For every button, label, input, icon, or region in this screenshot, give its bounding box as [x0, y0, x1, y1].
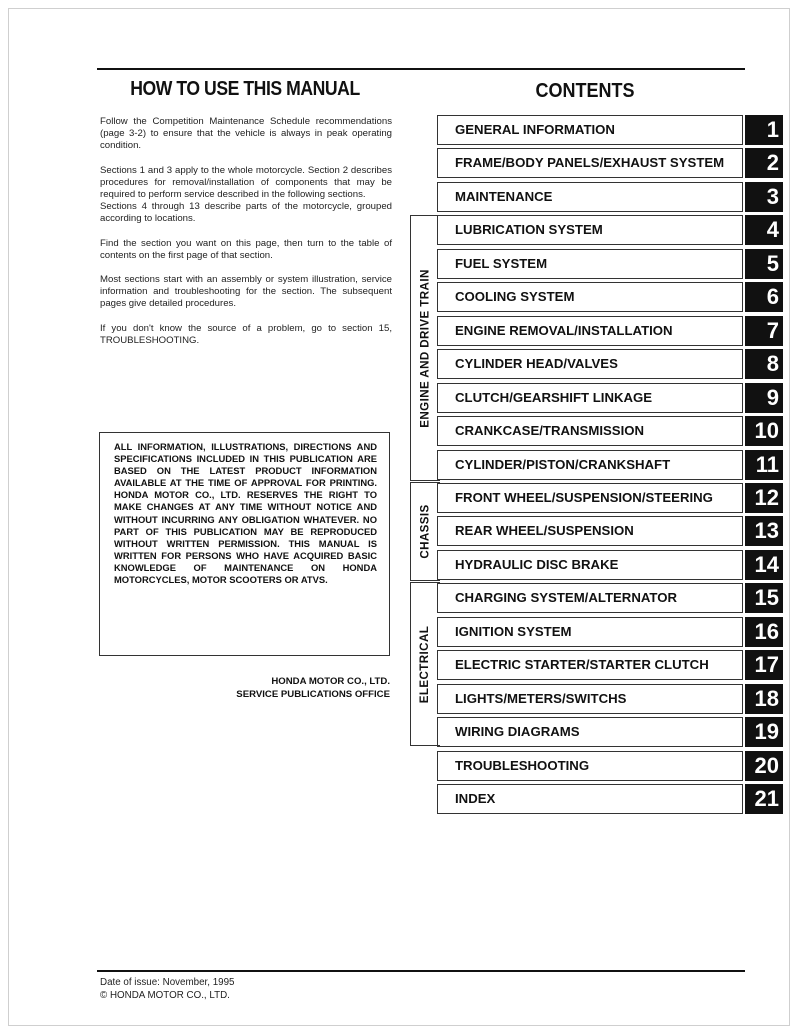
toc-number: 20 — [745, 751, 783, 781]
electrical-group-text: ELECTRICAL — [418, 625, 432, 703]
toc-item-12[interactable] — [437, 483, 783, 513]
contents-title: CONTENTS — [535, 80, 635, 102]
toc-number: 5 — [745, 249, 783, 279]
toc-item-13[interactable] — [437, 516, 783, 546]
toc-number: 17 — [745, 650, 783, 680]
electrical-group-label — [412, 582, 438, 746]
usage-paragraph-4: Find the section you want on this page, then turn to the table of contents on the first page of that section. — [100, 237, 392, 261]
toc-label: HYDRAULIC DISC BRAKE — [437, 550, 743, 580]
notice-box: ALL INFORMATION, ILLUSTRATIONS, DIRECTIONS AND SPECIFICATIONS INCLUDED IN THIS PUBLICATION ARE BASED ON THE LATEST PRODUCT INFORMATION AVAILABLE AT THE TIME OF APPROVAL FOR PRINTING. HONDA MOTOR CO., LTD. RESERVES THE RIGHT TO MAKE CHANGES AT ANY TIME WITHOUT NOTICE AND WITHOUT INCURRING ANY OBLIGATION WHATEVER. NO PART OF THIS PUBLICATION MAY BE REPRODUCED WITHOUT WRITTEN PERMISSION. THIS MANUAL IS WRITTEN FOR PERSONS WHO HAVE ACQUIRED BASIC KNOWLEDGE OF MAINTENANCE ON HONDA MOTORCYCLES, MOTOR SCOOTERS OR ATVS. — [99, 432, 390, 656]
toc-item-7[interactable] — [437, 316, 783, 346]
toc-number: 11 — [745, 450, 783, 480]
toc-number: 16 — [745, 617, 783, 647]
engine-group-text: ENGINE AND DRIVE TRAIN — [418, 268, 432, 428]
toc-item-4[interactable] — [437, 215, 783, 245]
usage-paragraph-5: Most sections start with an assembly or system illustration, service information and troubleshooting for the section. The subsequent pages give detailed procedures. — [100, 274, 392, 310]
toc-number: 2 — [745, 148, 783, 178]
toc-number: 3 — [745, 182, 783, 212]
toc-number: 4 — [745, 215, 783, 245]
toc-label: FRONT WHEEL/SUSPENSION/STEERING — [437, 483, 743, 513]
toc-item-14[interactable] — [437, 550, 783, 580]
toc-number: 13 — [745, 516, 783, 546]
top-rule — [97, 68, 745, 70]
footer — [100, 976, 235, 1002]
toc-label: MAINTENANCE — [437, 182, 743, 212]
toc-number: 18 — [745, 684, 783, 714]
toc-label: FUEL SYSTEM — [437, 249, 743, 279]
toc-item-1[interactable] — [437, 115, 783, 145]
chassis-group-text: CHASSIS — [418, 504, 432, 559]
toc-number: 21 — [745, 784, 783, 814]
toc-item-10[interactable] — [437, 416, 783, 446]
toc-label: CLUTCH/GEARSHIFT LINKAGE — [437, 383, 743, 413]
toc-label: CRANKCASE/TRANSMISSION — [437, 416, 743, 446]
issue-date: Date of issue: November, 1995 — [100, 977, 235, 988]
toc-number: 10 — [745, 416, 783, 446]
toc-label: INDEX — [437, 784, 743, 814]
usage-paragraph-1: Follow the Competition Maintenance Schedule recommendations (page 3-2) to ensure that the vehicle is always in peak operating condition. — [100, 116, 392, 152]
usage-paragraph-6: If you don't know the source of a problem, go to section 15, TROUBLESHOOTING. — [100, 322, 392, 346]
usage-paragraph-2: Sections 1 and 3 apply to the whole motorcycle. Section 2 describes procedures for removal/installation of components that may be required to perform service described in the following sections. — [100, 164, 392, 201]
toc-label: ENGINE REMOVAL/INSTALLATION — [437, 316, 743, 346]
copyright: © HONDA MOTOR CO., LTD. — [100, 990, 230, 1001]
toc-item-5[interactable] — [437, 249, 783, 279]
toc-item-17[interactable] — [437, 650, 783, 680]
toc-label: CYLINDER/PISTON/CRANKSHAFT — [437, 450, 743, 480]
toc-item-6[interactable] — [437, 282, 783, 312]
toc-item-3[interactable] — [437, 182, 783, 212]
toc-item-9[interactable] — [437, 383, 783, 413]
publisher-company: HONDA MOTOR CO., LTD. — [271, 676, 390, 687]
publisher-office: SERVICE PUBLICATIONS OFFICE — [236, 689, 390, 700]
usage-paragraph-3: Sections 4 through 13 describe parts of the motorcycle, grouped according to locations. — [100, 201, 392, 225]
toc-item-16[interactable] — [437, 617, 783, 647]
toc-label: CYLINDER HEAD/VALVES — [437, 349, 743, 379]
toc-number: 1 — [745, 115, 783, 145]
publisher-block — [180, 675, 390, 701]
toc-label: CHARGING SYSTEM/ALTERNATOR — [437, 583, 743, 613]
toc-number: 19 — [745, 717, 783, 747]
toc-label: LUBRICATION SYSTEM — [437, 215, 743, 245]
toc-number: 15 — [745, 583, 783, 613]
toc-item-15[interactable] — [437, 583, 783, 613]
toc-label: LIGHTS/METERS/SWITCHS — [437, 684, 743, 714]
toc-label: GENERAL INFORMATION — [437, 115, 743, 145]
toc-label: FRAME/BODY PANELS/EXHAUST SYSTEM — [437, 148, 743, 178]
toc-label: WIRING DIAGRAMS — [437, 717, 743, 747]
toc-item-18[interactable] — [437, 684, 783, 714]
toc-label: REAR WHEEL/SUSPENSION — [437, 516, 743, 546]
toc-number: 8 — [745, 349, 783, 379]
toc-number: 7 — [745, 316, 783, 346]
bottom-rule — [97, 970, 745, 972]
toc-item-21[interactable] — [437, 784, 783, 814]
toc-item-11[interactable] — [437, 450, 783, 480]
toc-number: 14 — [745, 550, 783, 580]
toc-item-8[interactable] — [437, 349, 783, 379]
toc-number: 12 — [745, 483, 783, 513]
toc-label: IGNITION SYSTEM — [437, 617, 743, 647]
toc-item-2[interactable] — [437, 148, 783, 178]
manual-usage-title: HOW TO USE THIS MANUAL — [130, 78, 360, 100]
toc-item-19[interactable] — [437, 717, 783, 747]
toc-number: 9 — [745, 383, 783, 413]
toc-number: 6 — [745, 282, 783, 312]
chassis-group-label — [412, 482, 438, 581]
manual-usage-text — [100, 116, 392, 359]
engine-group-label — [412, 215, 438, 481]
toc-label: ELECTRIC STARTER/STARTER CLUTCH — [437, 650, 743, 680]
toc-item-20[interactable] — [437, 751, 783, 781]
toc-label: COOLING SYSTEM — [437, 282, 743, 312]
toc-label: TROUBLESHOOTING — [437, 751, 743, 781]
